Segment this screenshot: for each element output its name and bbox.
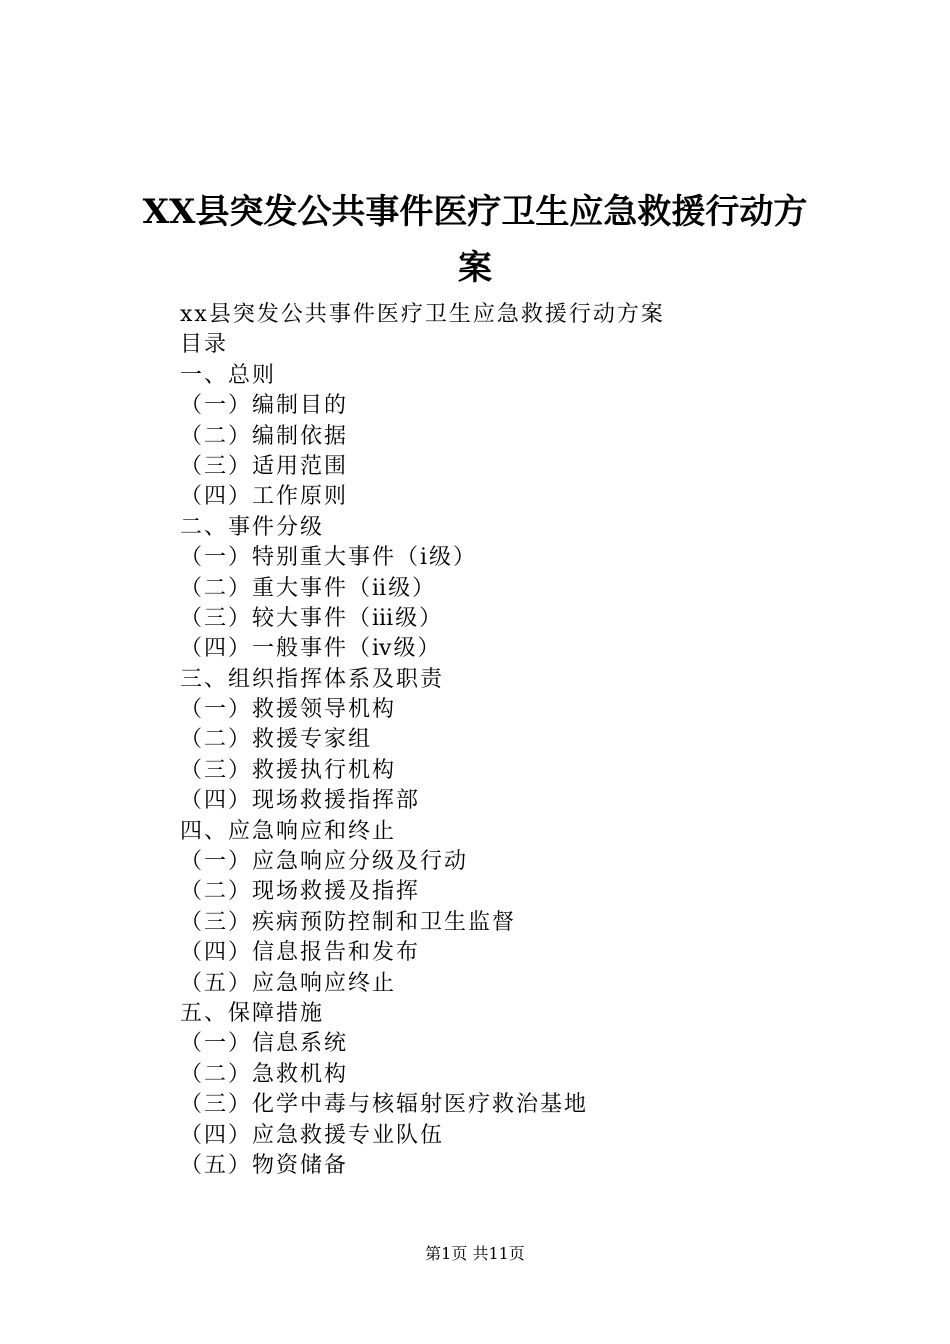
toc-line: （二）编制依据 [180,423,349,449]
toc-line: 一、总则 [180,362,277,388]
toc-line: （二）急救机构 [180,1061,349,1087]
toc-line: （二）救援专家组 [180,727,373,753]
toc-line: （三）适用范围 [180,453,349,479]
toc-line: 五、保障措施 [180,1000,325,1026]
toc-line: （四）信息报告和发布 [180,940,421,966]
toc-line: （一）信息系统 [180,1031,349,1057]
toc-line: 四、应急响应和终止 [180,818,397,844]
toc-line: 三、组织指挥体系及职责 [180,666,445,692]
toc-line: 目录 [180,332,229,358]
page-footer: 第1页 共11页 [425,1244,525,1263]
toc-line: （一）编制目的 [180,393,349,419]
table-of-contents [180,300,820,1181]
toc-line: （一）特别重大事件（ⅰ级） [180,545,478,571]
title-line-1: XX县突发公共事件医疗卫生应急救援行动方 [142,192,808,232]
toc-line: 二、事件分级 [180,514,325,540]
toc-line: （四）应急救援专业队伍 [180,1122,445,1148]
toc-line: （一）应急响应分级及行动 [180,849,469,875]
document-title [120,184,830,296]
toc-line: （二）重大事件（ⅱ级） [180,575,437,601]
toc-line: （五）应急响应终止 [180,970,397,996]
title-line-2: 案 [458,248,492,288]
toc-line: （三）疾病预防控制和卫生监督 [180,909,517,935]
subtitle-line: xx县突发公共事件医疗卫生应急救援行动方案 [180,302,665,327]
toc-line: （三）化学中毒与核辐射医疗救治基地 [180,1092,589,1118]
toc-line: （一）救援领导机构 [180,697,397,723]
toc-line: （三）救援执行机构 [180,757,397,783]
toc-line: （四）工作原则 [180,484,349,510]
toc-line: （四）一般事件（ⅳ级） [180,636,442,662]
toc-line: （四）现场救援指挥部 [180,788,421,814]
toc-line: （二）现场救援及指挥 [180,879,421,905]
toc-line: （三）较大事件（ⅲ级） [180,605,444,631]
toc-line: （五）物资储备 [180,1152,349,1178]
